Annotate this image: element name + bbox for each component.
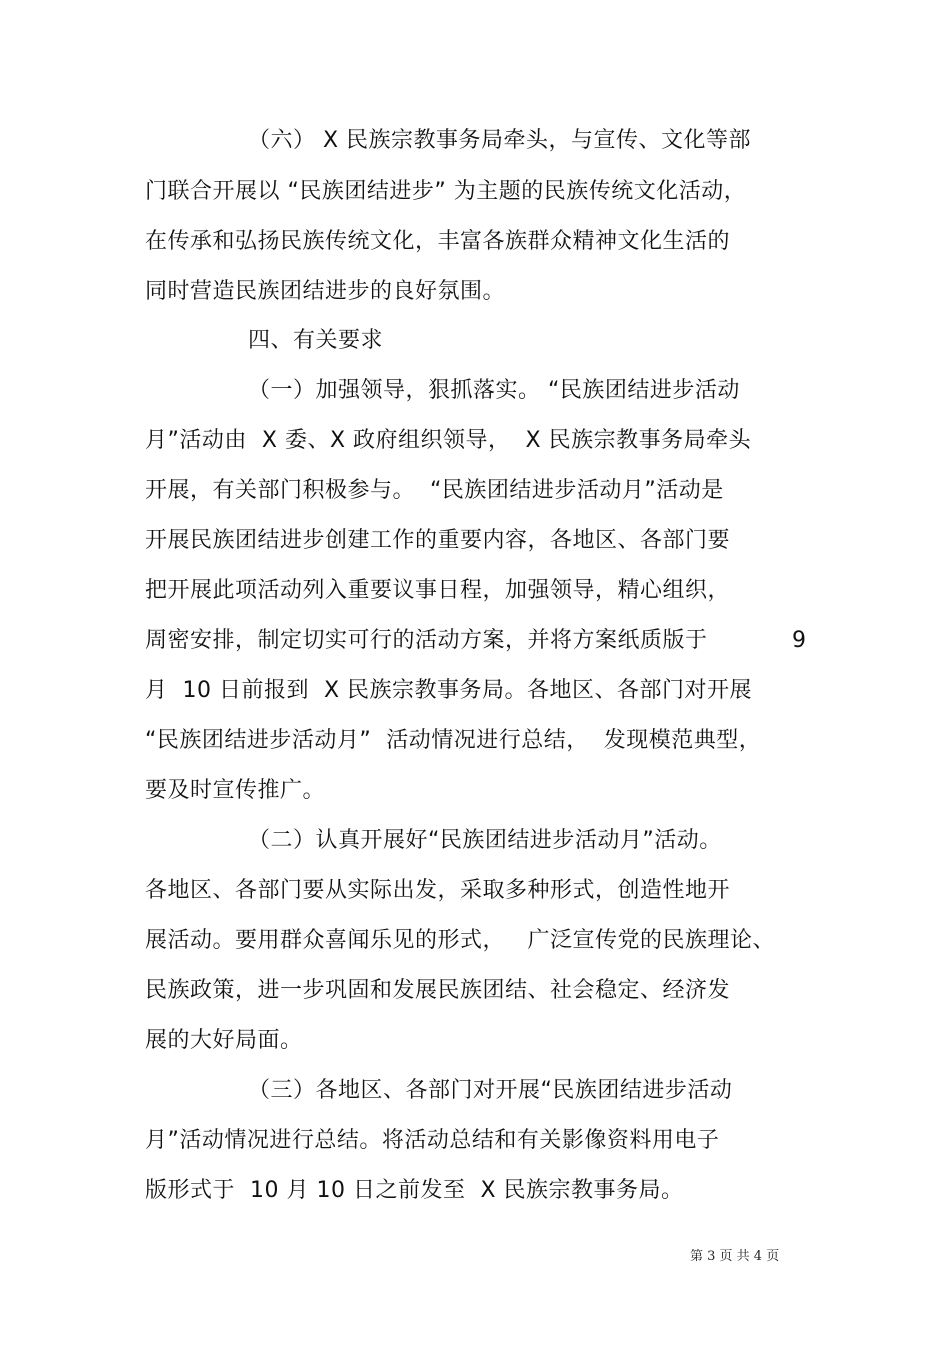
paragraph-3-line-3: 版形式于 10 月 10 日之前发至 X 民族宗教事务局。 [145,1178,684,1203]
paragraph-6-line-2: 门联合开展以 “民族团结进步” 为主题的民族传统文化活动， [145,179,747,204]
paragraph-3-line-2: 月”活动情况进行总结。将活动总结和有关影像资料用电子 [145,1128,720,1153]
paragraph-6-line-1: （六） X 民族宗教事务局牵头，与宣传、文化等部 [248,128,752,153]
paragraph-3-line-1: （三）各地区、各部门对开展“民族团结进步活动 [248,1078,733,1103]
paragraph-2-line-1: （二）认真开展好“民族团结进步活动月”活动。 [248,828,722,853]
page-footer: 第 3 页 共 4 页 [690,1249,780,1264]
paragraph-6-line-3: 在传承和弘扬民族传统文化，丰富各族群众精神文化生活的 [145,229,731,254]
section-heading: 四、有关要求 [248,328,384,353]
paragraph-1-line-5: 把开展此项活动列入重要议事日程，加强领导，精心组织， [145,578,731,603]
paragraph-1-line-9: 要及时宣传推广。 [145,778,326,803]
paragraph-1-line-3: 开展，有关部门积极参与。 “民族团结进步活动月”活动是 [145,478,724,503]
paragraph-2-line-5: 展的大好局面。 [145,1028,303,1053]
paragraph-2-line-3: 展活动。要用群众喜闻乐见的形式， 广泛宣传党的民族理论、 [145,928,775,953]
paragraph-1-line-2: 月”活动由 X 委、X 政府组织领导， X 民族宗教事务局牵头 [145,428,752,453]
paragraph-2-line-2: 各地区、各部门要从实际出发，采取多种形式，创造性地开 [145,878,731,903]
paragraph-1-line-6: 周密安排，制定切实可行的活动方案，并将方案纸质版于 [145,628,708,653]
paragraph-1-line-8: “民族团结进步活动月” 活动情况进行总结， 发现模范典型， [145,728,762,753]
paragraph-1-line-7: 月 10 日前报到 X 民族宗教事务局。各地区、各部门对开展 [145,678,753,703]
paragraph-1-line-6-number: 9 [792,628,807,653]
paragraph-2-line-4: 民族政策，进一步巩固和发展民族团结、社会稳定、经济发 [145,978,731,1003]
paragraph-1-line-4: 开展民族团结进步创建工作的重要内容，各地区、各部门要 [145,528,731,553]
paragraph-1-line-1: （一）加强领导，狠抓落实。 “民族团结进步活动 [248,378,740,403]
paragraph-6-line-4: 同时营造民族团结进步的良好氛围。 [145,279,506,304]
